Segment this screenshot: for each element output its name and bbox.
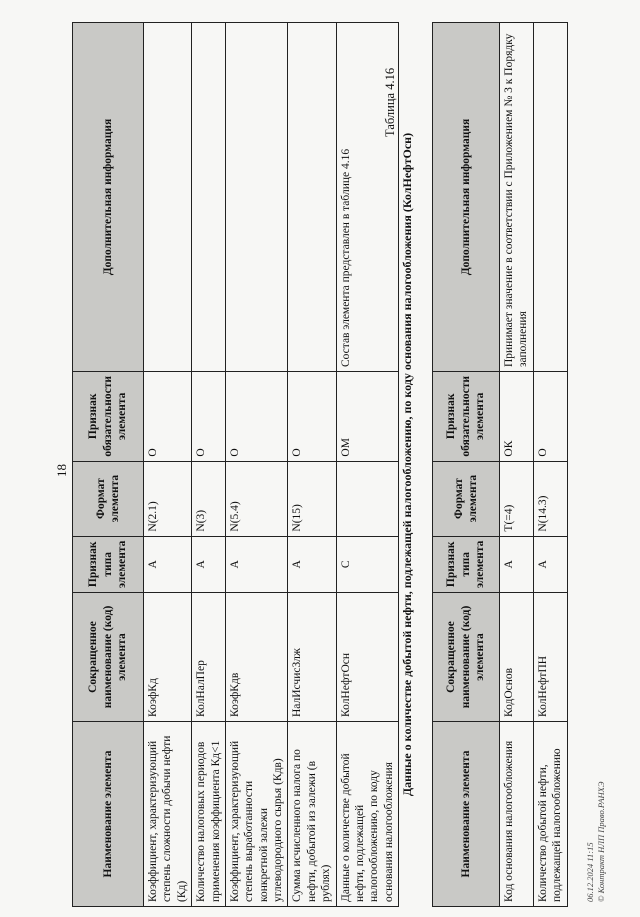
cell-code: КолНефтПН [533,593,567,722]
header-element-type: Признак типа элемента [73,536,144,592]
elements-table-4-16 [432,22,568,907]
cell-code: НалИсчисЗлж [288,593,336,722]
cell-format: Т(=4) [500,461,534,536]
table-header-row [433,23,500,907]
cell-name: Данные о количестве добытой нефти, подлежащей налогообложению, по коду основания налогообложения [336,722,399,907]
table-row [500,23,534,907]
cell-code: КодОснов [500,593,534,722]
cell-format [336,461,399,536]
cell-required: О [288,372,336,462]
cell-required: О [533,372,567,462]
cell-type: А [144,536,192,592]
cell-type: А [192,536,226,592]
cell-required: О [192,372,226,462]
header-element-code: Сокращенное наименование (код) элемента [433,593,500,722]
cell-type: А [225,536,288,592]
cell-type: С [336,536,399,592]
cell-code: КоэфКд [144,593,192,722]
elements-table-4-15 [72,22,399,907]
cell-required: О [225,372,288,462]
table-row [336,23,399,907]
cell-info [225,23,288,372]
stamp-source: © Контракт НЛП Право.РАНХЭ [596,781,607,902]
cell-info: Принимает значение в соответствии с Приложением № 3 к Порядку заполнения [500,23,534,372]
cell-required: ОК [500,372,534,462]
cell-info [533,23,567,372]
cell-name: Количество добытой нефти, подлежащей налогообложению [533,722,567,907]
header-element-required: Признак обязательности элемента [433,372,500,462]
table-title: Данные о количестве добытой нефти, подлежащей налогообложению, по коду основания налогообложения (КолНефтОсн) [400,132,414,797]
header-element-name: Наименование элемента [433,722,500,907]
header-element-required: Признак обязательности элемента [73,372,144,462]
header-element-type: Признак типа элемента [433,536,500,592]
table-row [192,23,226,907]
cell-code: КолНефтОсн [336,593,399,722]
page-number: 18 [54,464,69,477]
cell-name: Код основания налогообложения [500,722,534,907]
table-row [144,23,192,907]
cell-name: Коэффициент, характеризующий степень выработанности конкретной залежи углеводородного сырья (Кдв) [225,722,288,907]
cell-required: О [144,372,192,462]
cell-info [144,23,192,372]
table-row [288,23,336,907]
cell-type: А [533,536,567,592]
cell-info: Состав элемента представлен в таблице 4.16 [336,23,399,372]
header-additional-info: Дополнительная информация [433,23,500,372]
header-element-name: Наименование элемента [73,722,144,907]
footer-stamp [585,782,607,902]
cell-type: А [500,536,534,592]
header-additional-info: Дополнительная информация [73,23,144,372]
cell-info [288,23,336,372]
cell-format: N(14.3) [533,461,567,536]
table-row [225,23,288,907]
table-row [533,23,567,907]
cell-format: N(15) [288,461,336,536]
table-header-row [73,23,144,907]
header-element-format: Формат элемента [73,461,144,536]
cell-name: Коэффициент, характеризующий степень сложности добычи нефти (Кд) [144,722,192,907]
cell-code: КоэфКдв [225,593,288,722]
header-element-code: Сокращенное наименование (код) элемента [73,593,144,722]
cell-format: N(3) [192,461,226,536]
cell-type: А [288,536,336,592]
table-caption: Таблица 4.16 [383,67,397,137]
cell-code: КолНалПер [192,593,226,722]
cell-info [192,23,226,372]
cell-format: N(5.4) [225,461,288,536]
cell-required: ОМ [336,372,399,462]
header-element-format: Формат элемента [433,461,500,536]
cell-format: N(2.1) [144,461,192,536]
stamp-date: 06.12.2024 11:15 [585,842,595,902]
cell-name: Количество налоговых периодов применения коэффициента Кд<1 [192,722,226,907]
cell-name: Сумма исчисленного налога по нефти, добытой из залежи (в рублях) [288,722,336,907]
